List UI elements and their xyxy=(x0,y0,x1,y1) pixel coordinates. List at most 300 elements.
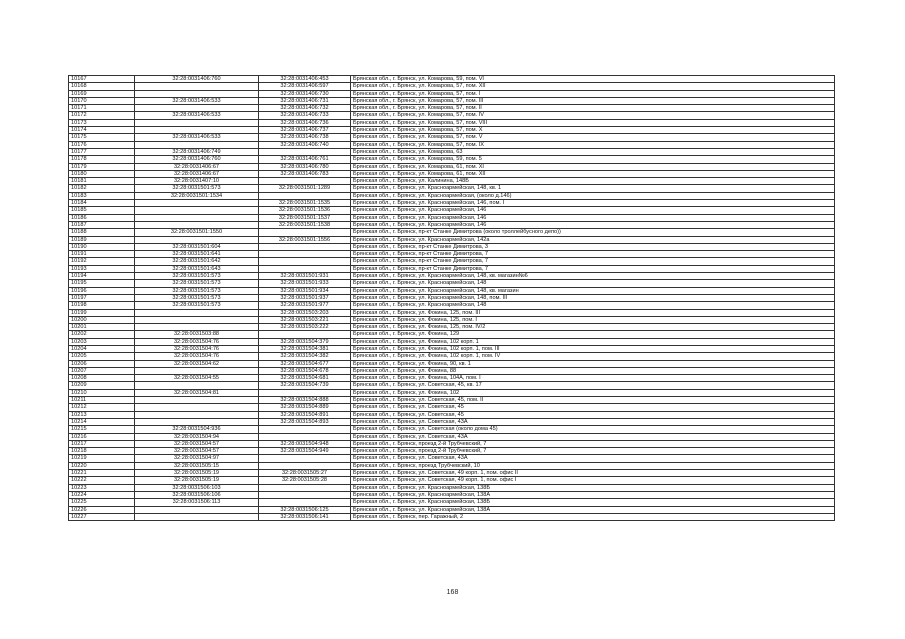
address-cell: Брянская обл., г. Брянск, ул. Красноармейская, 142а xyxy=(351,236,835,243)
row-number-cell: 10194 xyxy=(69,273,135,280)
cadastral-parent-cell xyxy=(135,127,259,134)
row-number-cell: 10196 xyxy=(69,287,135,294)
cadastral-number-cell: 32:28:0031501:1535 xyxy=(259,200,351,207)
address-cell: Брянская обл., г. Брянск, ул. Красноармейская, 146 xyxy=(351,214,835,221)
row-number-cell: 10185 xyxy=(69,207,135,214)
address-cell: Брянская обл., г. Брянск, ул. Комарова, 57, пом. III xyxy=(351,97,835,104)
address-cell: Брянская обл., г. Брянск, ул. Советская, 45 xyxy=(351,411,835,418)
cadastral-number-cell: 32:28:0031504:382 xyxy=(259,353,351,360)
cadastral-parent-cell: 32:28:0031501:1550 xyxy=(135,229,259,236)
cadastral-number-cell: 32:28:0031505:28 xyxy=(259,477,351,484)
table-row xyxy=(69,360,835,367)
cadastral-parent-cell xyxy=(135,214,259,221)
cadastral-parent-cell: 32:28:0031406:749 xyxy=(135,148,259,155)
cadastral-parent-cell: 32:28:0031501:573 xyxy=(135,294,259,301)
table-row xyxy=(69,127,835,134)
row-number-cell: 10217 xyxy=(69,440,135,447)
cadastral-parent-cell: 32:28:0031501:573 xyxy=(135,280,259,287)
table-row xyxy=(69,214,835,221)
address-cell: Брянская обл., г. Брянск, ул. Красноармейская, 148, пом. III xyxy=(351,294,835,301)
row-number-cell: 10176 xyxy=(69,141,135,148)
address-cell: Брянская обл., г. Брянск, ул. Комарова, 59, пом. VI xyxy=(351,76,835,83)
row-number-cell: 10223 xyxy=(69,484,135,491)
address-cell: Брянская обл., г. Брянск, ул. Фокина, 125, пом. III xyxy=(351,309,835,316)
row-number-cell: 10224 xyxy=(69,491,135,498)
address-cell: Брянская обл., г. Брянск, ул. Красноармейская, 138А xyxy=(351,491,835,498)
row-number-cell: 10179 xyxy=(69,163,135,170)
table-row xyxy=(69,236,835,243)
cadastral-parent-cell: 32:28:0031505:15 xyxy=(135,462,259,469)
cadastral-parent-cell: 32:28:0031504:57 xyxy=(135,448,259,455)
table-row xyxy=(69,506,835,513)
cadastral-parent-cell: 32:28:0031504:76 xyxy=(135,338,259,345)
row-number-cell: 10210 xyxy=(69,389,135,396)
cadastral-number-cell: 32:28:0031406:731 xyxy=(259,97,351,104)
cadastral-number-cell: 32:28:0031504:888 xyxy=(259,397,351,404)
cadastral-parent-cell: 32:28:0031501:573 xyxy=(135,185,259,192)
address-cell: Брянская обл., г. Брянск, ул. Фокина, 102 xyxy=(351,389,835,396)
table-row xyxy=(69,448,835,455)
address-cell: Брянская обл., г. Брянск, ул. Советская, 43А xyxy=(351,455,835,462)
cadastral-number-cell xyxy=(259,258,351,265)
cadastral-number-cell xyxy=(259,389,351,396)
address-cell: Брянская обл., г. Брянск, ул. Красноармейская, 138Б xyxy=(351,484,835,491)
cadastral-number-cell: 32:28:0031504:379 xyxy=(259,338,351,345)
table-row xyxy=(69,287,835,294)
cadastral-parent-cell: 32:28:0031504:76 xyxy=(135,345,259,352)
cadastral-number-cell xyxy=(259,229,351,236)
cadastral-number-cell: 32:28:0031504:677 xyxy=(259,360,351,367)
table-row xyxy=(69,207,835,214)
row-number-cell: 10172 xyxy=(69,112,135,119)
cadastral-parent-cell: 32:28:0031504:55 xyxy=(135,375,259,382)
table-row xyxy=(69,302,835,309)
cadastral-number-cell: 32:28:0031406:738 xyxy=(259,134,351,141)
address-cell: Брянская обл., г. Брянск, ул. Фокина, 125, пом. I xyxy=(351,316,835,323)
cadastral-number-cell: 32:28:0031504:381 xyxy=(259,345,351,352)
cadastral-parent-cell xyxy=(135,513,259,520)
table-row xyxy=(69,105,835,112)
row-number-cell: 10227 xyxy=(69,513,135,520)
row-number-cell: 10190 xyxy=(69,243,135,250)
address-cell: Брянская обл., г. Брянск, ул. Советская, 45 xyxy=(351,404,835,411)
cadastral-parent-cell xyxy=(135,83,259,90)
cadastral-number-cell: 32:28:0031406:733 xyxy=(259,112,351,119)
cadastral-number-cell xyxy=(259,433,351,440)
row-number-cell: 10195 xyxy=(69,280,135,287)
table-row xyxy=(69,331,835,338)
address-cell: Брянская обл., г. Брянск, ул. Красноармейская, 138Б xyxy=(351,499,835,506)
cadastral-parent-cell: 32:28:0031501:604 xyxy=(135,243,259,250)
cadastral-parent-cell xyxy=(135,90,259,97)
table-row xyxy=(69,499,835,506)
row-number-cell: 10203 xyxy=(69,338,135,345)
address-cell: Брянская обл., г. Брянск, ул. Комарова, 57, пом. VIII xyxy=(351,119,835,126)
cadastral-number-cell: 32:28:0031503:221 xyxy=(259,316,351,323)
cadastral-number-cell: 32:28:0031501:937 xyxy=(259,294,351,301)
address-cell: Брянская обл., г. Брянск, ул. Комарова, 57, пом. IV xyxy=(351,112,835,119)
cadastral-parent-cell xyxy=(135,324,259,331)
cadastral-number-cell: 32:28:0031505:27 xyxy=(259,470,351,477)
table-row xyxy=(69,484,835,491)
table-row xyxy=(69,375,835,382)
cadastral-parent-cell: 32:28:0031406:533 xyxy=(135,112,259,119)
address-cell: Брянская обл., г. Брянск, ул. Красноармейская, 146 xyxy=(351,221,835,228)
address-cell: Брянская обл., г. Брянск, ул. Красноармейская, 146 xyxy=(351,207,835,214)
cadastral-number-cell xyxy=(259,192,351,199)
cadastral-parent-cell xyxy=(135,316,259,323)
cadastral-number-cell xyxy=(259,491,351,498)
table-row xyxy=(69,170,835,177)
address-cell: Брянская обл., г. Брянск, ул. Красноармейская, 148, кв. магазин xyxy=(351,287,835,294)
address-cell: Брянская обл., г. Брянск, ул. Фокина, 102 корп. 1, пом. III xyxy=(351,345,835,352)
row-number-cell: 10180 xyxy=(69,170,135,177)
cadastral-number-cell xyxy=(259,331,351,338)
address-cell: Брянская обл., г. Брянск, ул. Советская, 43А xyxy=(351,418,835,425)
cadastral-parent-cell xyxy=(135,119,259,126)
address-cell: Брянская обл., г. Брянск, ул. Калинина, 148Б xyxy=(351,178,835,185)
table-row xyxy=(69,455,835,462)
row-number-cell: 10198 xyxy=(69,302,135,309)
table-row xyxy=(69,185,835,192)
row-number-cell: 10208 xyxy=(69,375,135,382)
address-cell: Брянская обл., г. Брянск, ул. Комарова, 57, пом. V xyxy=(351,134,835,141)
address-cell: Брянская обл., г. Брянск, пр-кт Станке Димитрова, 7 xyxy=(351,265,835,272)
row-number-cell: 10211 xyxy=(69,397,135,404)
registry-table xyxy=(68,75,835,521)
cadastral-number-cell: 32:28:0031501:934 xyxy=(259,287,351,294)
cadastral-number-cell: 32:28:0031406:453 xyxy=(259,76,351,83)
row-number-cell: 10189 xyxy=(69,236,135,243)
address-cell: Брянская обл., г. Брянск, ул. Красноармейская, 148, кв. 1 xyxy=(351,185,835,192)
cadastral-parent-cell xyxy=(135,141,259,148)
address-cell: Брянская обл., г. Брянск, проезд 2-й Трубчевский, 7 xyxy=(351,440,835,447)
address-cell: Брянская обл., г. Брянск, ул. Красноармейская, 148, кв. магазин№6 xyxy=(351,273,835,280)
table-row xyxy=(69,265,835,272)
row-number-cell: 10219 xyxy=(69,455,135,462)
cadastral-parent-cell: 32:28:0031504:97 xyxy=(135,455,259,462)
table-row xyxy=(69,273,835,280)
cadastral-number-cell: 32:28:0031501:1538 xyxy=(259,221,351,228)
table-row xyxy=(69,280,835,287)
table-row xyxy=(69,470,835,477)
cadastral-parent-cell xyxy=(135,105,259,112)
address-cell: Брянская обл., г. Брянск, ул. Фокина, 102 корп. 1, пом. IV xyxy=(351,353,835,360)
address-cell: Брянская обл., г. Брянск, ул. Комарова, 63 xyxy=(351,148,835,155)
cadastral-parent-cell: 32:28:0031504:76 xyxy=(135,353,259,360)
table-row xyxy=(69,148,835,155)
table-row xyxy=(69,411,835,418)
row-number-cell: 10193 xyxy=(69,265,135,272)
cadastral-parent-cell: 32:28:0031406:533 xyxy=(135,134,259,141)
address-cell: Брянская обл., г. Брянск, ул. Комарова, 57, пом. IX xyxy=(351,141,835,148)
row-number-cell: 10191 xyxy=(69,251,135,258)
cadastral-number-cell xyxy=(259,499,351,506)
row-number-cell: 10168 xyxy=(69,83,135,90)
address-cell: Брянская обл., г. Брянск, ул. Комарова, 57, пом. XII xyxy=(351,83,835,90)
row-number-cell: 10204 xyxy=(69,345,135,352)
table-row xyxy=(69,119,835,126)
table-row xyxy=(69,389,835,396)
row-number-cell: 10209 xyxy=(69,382,135,389)
cadastral-number-cell: 32:28:0031506:125 xyxy=(259,506,351,513)
table-row xyxy=(69,426,835,433)
cadastral-parent-cell xyxy=(135,236,259,243)
table-row xyxy=(69,309,835,316)
table-row xyxy=(69,90,835,97)
table-row xyxy=(69,200,835,207)
address-cell: Брянская обл., г. Брянск, ул. Комарова, 61, пом. XI xyxy=(351,163,835,170)
cadastral-number-cell xyxy=(259,148,351,155)
cadastral-parent-cell xyxy=(135,506,259,513)
table-row xyxy=(69,338,835,345)
cadastral-parent-cell: 32:28:0031504:94 xyxy=(135,433,259,440)
cadastral-parent-cell: 32:28:0031406:760 xyxy=(135,156,259,163)
row-number-cell: 10177 xyxy=(69,148,135,155)
cadastral-number-cell xyxy=(259,455,351,462)
table-row xyxy=(69,382,835,389)
row-number-cell: 10200 xyxy=(69,316,135,323)
cadastral-number-cell: 32:28:0031501:977 xyxy=(259,302,351,309)
table-row xyxy=(69,134,835,141)
cadastral-number-cell: 32:28:0031406:732 xyxy=(259,105,351,112)
table-row xyxy=(69,76,835,83)
cadastral-number-cell: 32:28:0031503:203 xyxy=(259,309,351,316)
cadastral-parent-cell xyxy=(135,404,259,411)
cadastral-number-cell: 32:28:0031504:893 xyxy=(259,418,351,425)
row-number-cell: 10167 xyxy=(69,76,135,83)
cadastral-parent-cell: 32:28:0031506:103 xyxy=(135,484,259,491)
row-number-cell: 10215 xyxy=(69,426,135,433)
row-number-cell: 10226 xyxy=(69,506,135,513)
address-cell: Брянская обл., г. Брянск, ул. Фокина, 125, пом. IV/2 xyxy=(351,324,835,331)
row-number-cell: 10199 xyxy=(69,309,135,316)
table-row xyxy=(69,345,835,352)
address-cell: Брянская обл., г. Брянск, ул. Советская, 49 корп. 1, пом. офис I xyxy=(351,477,835,484)
row-number-cell: 10201 xyxy=(69,324,135,331)
cadastral-parent-cell: 32:28:0031501:642 xyxy=(135,258,259,265)
address-cell: Брянская обл., г. Брянск, ул. Фокина, 90, кв. 1 xyxy=(351,360,835,367)
address-cell: Брянская обл., г. Брянск, пр-кт Станке Димитрова, 3 xyxy=(351,243,835,250)
cadastral-parent-cell: 32:28:0031504:81 xyxy=(135,389,259,396)
address-cell: Брянская обл., г. Брянск, ул. Фокина, 129 xyxy=(351,331,835,338)
table-row xyxy=(69,221,835,228)
registry-table-body xyxy=(69,76,835,521)
cadastral-parent-cell: 32:28:0031505:19 xyxy=(135,477,259,484)
table-row xyxy=(69,404,835,411)
address-cell: Брянская обл., г. Брянск, ул. Фокина, 104А, пом. I xyxy=(351,375,835,382)
cadastral-parent-cell: 32:28:0031406:533 xyxy=(135,97,259,104)
address-cell: Брянская обл., г. Брянск, ул. Фокина, 102 корп. 1 xyxy=(351,338,835,345)
cadastral-number-cell: 32:28:0031503:222 xyxy=(259,324,351,331)
table-row xyxy=(69,156,835,163)
row-number-cell: 10175 xyxy=(69,134,135,141)
cadastral-parent-cell xyxy=(135,367,259,374)
table-row xyxy=(69,397,835,404)
address-cell: Брянская обл., г. Брянск, ул. Комарова, 61, пом. XII xyxy=(351,170,835,177)
row-number-cell: 10171 xyxy=(69,105,135,112)
cadastral-number-cell: 32:28:0031504:948 xyxy=(259,440,351,447)
page-number: 168 xyxy=(446,589,459,596)
cadastral-parent-cell: 32:28:0031504:936 xyxy=(135,426,259,433)
address-cell: Брянская обл., г. Брянск, ул. Комарова, 57, пом. I xyxy=(351,90,835,97)
address-cell: Брянская обл., г. Брянск, ул. Комарова, 59, пом. 5 xyxy=(351,156,835,163)
cadastral-number-cell: 32:28:0031406:740 xyxy=(259,141,351,148)
address-cell: Брянская обл., г. Брянск, ул. Красноармейская, 146, пом. I xyxy=(351,200,835,207)
table-row xyxy=(69,97,835,104)
cadastral-parent-cell: 32:28:0031407:10 xyxy=(135,178,259,185)
row-number-cell: 10205 xyxy=(69,353,135,360)
cadastral-number-cell: 32:28:0031504:739 xyxy=(259,382,351,389)
cadastral-number-cell: 32:28:0031406:783 xyxy=(259,170,351,177)
cadastral-number-cell: 32:28:0031501:1536 xyxy=(259,207,351,214)
cadastral-number-cell: 32:28:0031504:889 xyxy=(259,404,351,411)
cadastral-parent-cell: 32:28:0031501:573 xyxy=(135,287,259,294)
cadastral-number-cell xyxy=(259,484,351,491)
cadastral-number-cell: 32:28:0031406:736 xyxy=(259,119,351,126)
cadastral-parent-cell xyxy=(135,411,259,418)
address-cell: Брянская обл., г. Брянск, ул. Фокина, 88 xyxy=(351,367,835,374)
table-row xyxy=(69,229,835,236)
row-number-cell: 10222 xyxy=(69,477,135,484)
row-number-cell: 10216 xyxy=(69,433,135,440)
row-number-cell: 10182 xyxy=(69,185,135,192)
row-number-cell: 10186 xyxy=(69,214,135,221)
row-number-cell: 10220 xyxy=(69,462,135,469)
cadastral-parent-cell: 32:28:0031406:67 xyxy=(135,163,259,170)
table-row xyxy=(69,353,835,360)
table-row xyxy=(69,462,835,469)
cadastral-number-cell: 32:28:0031504:891 xyxy=(259,411,351,418)
table-row xyxy=(69,324,835,331)
row-number-cell: 10181 xyxy=(69,178,135,185)
row-number-cell: 10187 xyxy=(69,221,135,228)
cadastral-number-cell xyxy=(259,251,351,258)
row-number-cell: 10178 xyxy=(69,156,135,163)
cadastral-number-cell xyxy=(259,462,351,469)
table-row xyxy=(69,258,835,265)
row-number-cell: 10197 xyxy=(69,294,135,301)
address-cell: Брянская обл., г. Брянск, проезд Трубчевский, 10 xyxy=(351,462,835,469)
cadastral-parent-cell: 32:28:0031506:106 xyxy=(135,491,259,498)
table-row xyxy=(69,433,835,440)
cadastral-parent-cell xyxy=(135,382,259,389)
row-number-cell: 10214 xyxy=(69,418,135,425)
cadastral-parent-cell: 32:28:0031506:113 xyxy=(135,499,259,506)
address-cell: Брянская обл., г. Брянск, ул. Красноармейская, 148 xyxy=(351,280,835,287)
cadastral-number-cell: 32:28:0031504:681 xyxy=(259,375,351,382)
table-row xyxy=(69,83,835,90)
cadastral-number-cell: 32:28:0031501:1537 xyxy=(259,214,351,221)
cadastral-number-cell: 32:28:0031501:1556 xyxy=(259,236,351,243)
cadastral-number-cell: 32:28:0031504:678 xyxy=(259,367,351,374)
cadastral-parent-cell: 32:28:0031501:641 xyxy=(135,251,259,258)
cadastral-parent-cell: 32:28:0031406:760 xyxy=(135,76,259,83)
cadastral-number-cell: 32:28:0031504:949 xyxy=(259,448,351,455)
cadastral-parent-cell xyxy=(135,221,259,228)
row-number-cell: 10221 xyxy=(69,470,135,477)
row-number-cell: 10207 xyxy=(69,367,135,374)
address-cell: Брянская обл., г. Брянск, ул. Комарова, 57, пом. II xyxy=(351,105,835,112)
address-cell: Брянская обл., г. Брянск, ул. Красноармейская, 148 xyxy=(351,302,835,309)
address-cell: Брянская обл., г. Брянск, ул. Советская, 49 корп. 1, пом. офис II xyxy=(351,470,835,477)
address-cell: Брянская обл., г. Брянск, ул. Советская, 45, кв. 17 xyxy=(351,382,835,389)
cadastral-number-cell: 32:28:0031406:780 xyxy=(259,163,351,170)
table-row xyxy=(69,294,835,301)
cadastral-parent-cell xyxy=(135,309,259,316)
row-number-cell: 10213 xyxy=(69,411,135,418)
table-row xyxy=(69,112,835,119)
address-cell: Брянская обл., г. Брянск, ул. Комарова, 57, пом. X xyxy=(351,127,835,134)
row-number-cell: 10192 xyxy=(69,258,135,265)
row-number-cell: 10183 xyxy=(69,192,135,199)
address-cell: Брянская обл., г. Брянск, ул. Красноармейская, (около д.146) xyxy=(351,192,835,199)
row-number-cell: 10173 xyxy=(69,119,135,126)
row-number-cell: 10206 xyxy=(69,360,135,367)
table-row xyxy=(69,243,835,250)
address-cell: Брянская обл., г. Брянск, ул. Советская (около дома 45) xyxy=(351,426,835,433)
table-row xyxy=(69,251,835,258)
cadastral-parent-cell: 32:28:0031501:643 xyxy=(135,265,259,272)
cadastral-parent-cell: 32:28:0031504:57 xyxy=(135,440,259,447)
cadastral-number-cell: 32:28:0031406:730 xyxy=(259,90,351,97)
row-number-cell: 10184 xyxy=(69,200,135,207)
table-row xyxy=(69,513,835,520)
table-row xyxy=(69,491,835,498)
row-number-cell: 10225 xyxy=(69,499,135,506)
cadastral-parent-cell: 32:28:0031501:1534 xyxy=(135,192,259,199)
address-cell: Брянская обл., г. Брянск, ул. Советская, 45, пом. II xyxy=(351,397,835,404)
cadastral-parent-cell: 32:28:0031501:573 xyxy=(135,273,259,280)
address-cell: Брянская обл., г. Брянск, пр-кт Станке Димитрова, 7 xyxy=(351,251,835,258)
table-row xyxy=(69,163,835,170)
table-row xyxy=(69,440,835,447)
row-number-cell: 10188 xyxy=(69,229,135,236)
cadastral-number-cell: 32:28:0031406:737 xyxy=(259,127,351,134)
cadastral-parent-cell xyxy=(135,200,259,207)
cadastral-parent-cell: 32:28:0031505:19 xyxy=(135,470,259,477)
cadastral-number-cell: 32:28:0031406:597 xyxy=(259,83,351,90)
address-cell: Брянская обл., г. Брянск, проезд 2-й Трубчевский, 7 xyxy=(351,448,835,455)
table-row xyxy=(69,367,835,374)
address-cell: Брянская обл., г. Брянск, ул. Советская, 43А xyxy=(351,433,835,440)
address-cell: Брянская обл., г. Брянск, ул. Красноармейская, 138А xyxy=(351,506,835,513)
cadastral-parent-cell: 32:28:0031406:67 xyxy=(135,170,259,177)
row-number-cell: 10170 xyxy=(69,97,135,104)
row-number-cell: 10212 xyxy=(69,404,135,411)
cadastral-parent-cell: 32:28:0031504:62 xyxy=(135,360,259,367)
cadastral-number-cell xyxy=(259,426,351,433)
cadastral-parent-cell: 32:28:0031501:573 xyxy=(135,302,259,309)
table-row xyxy=(69,418,835,425)
address-cell: Брянская обл., г. Брянск, пр-кт Станке Димитрова, 7 xyxy=(351,258,835,265)
row-number-cell: 10218 xyxy=(69,448,135,455)
cadastral-parent-cell xyxy=(135,418,259,425)
cadastral-number-cell: 32:28:0031501:931 xyxy=(259,273,351,280)
cadastral-number-cell: 32:28:0031501:1289 xyxy=(259,185,351,192)
cadastral-parent-cell: 32:28:0031503:88 xyxy=(135,331,259,338)
table-row xyxy=(69,141,835,148)
table-row xyxy=(69,192,835,199)
row-number-cell: 10202 xyxy=(69,331,135,338)
cadastral-number-cell: 32:28:0031501:933 xyxy=(259,280,351,287)
table-row xyxy=(69,316,835,323)
cadastral-parent-cell xyxy=(135,207,259,214)
row-number-cell: 10174 xyxy=(69,127,135,134)
cadastral-number-cell: 32:28:0031506:141 xyxy=(259,513,351,520)
table-row xyxy=(69,477,835,484)
cadastral-parent-cell xyxy=(135,397,259,404)
